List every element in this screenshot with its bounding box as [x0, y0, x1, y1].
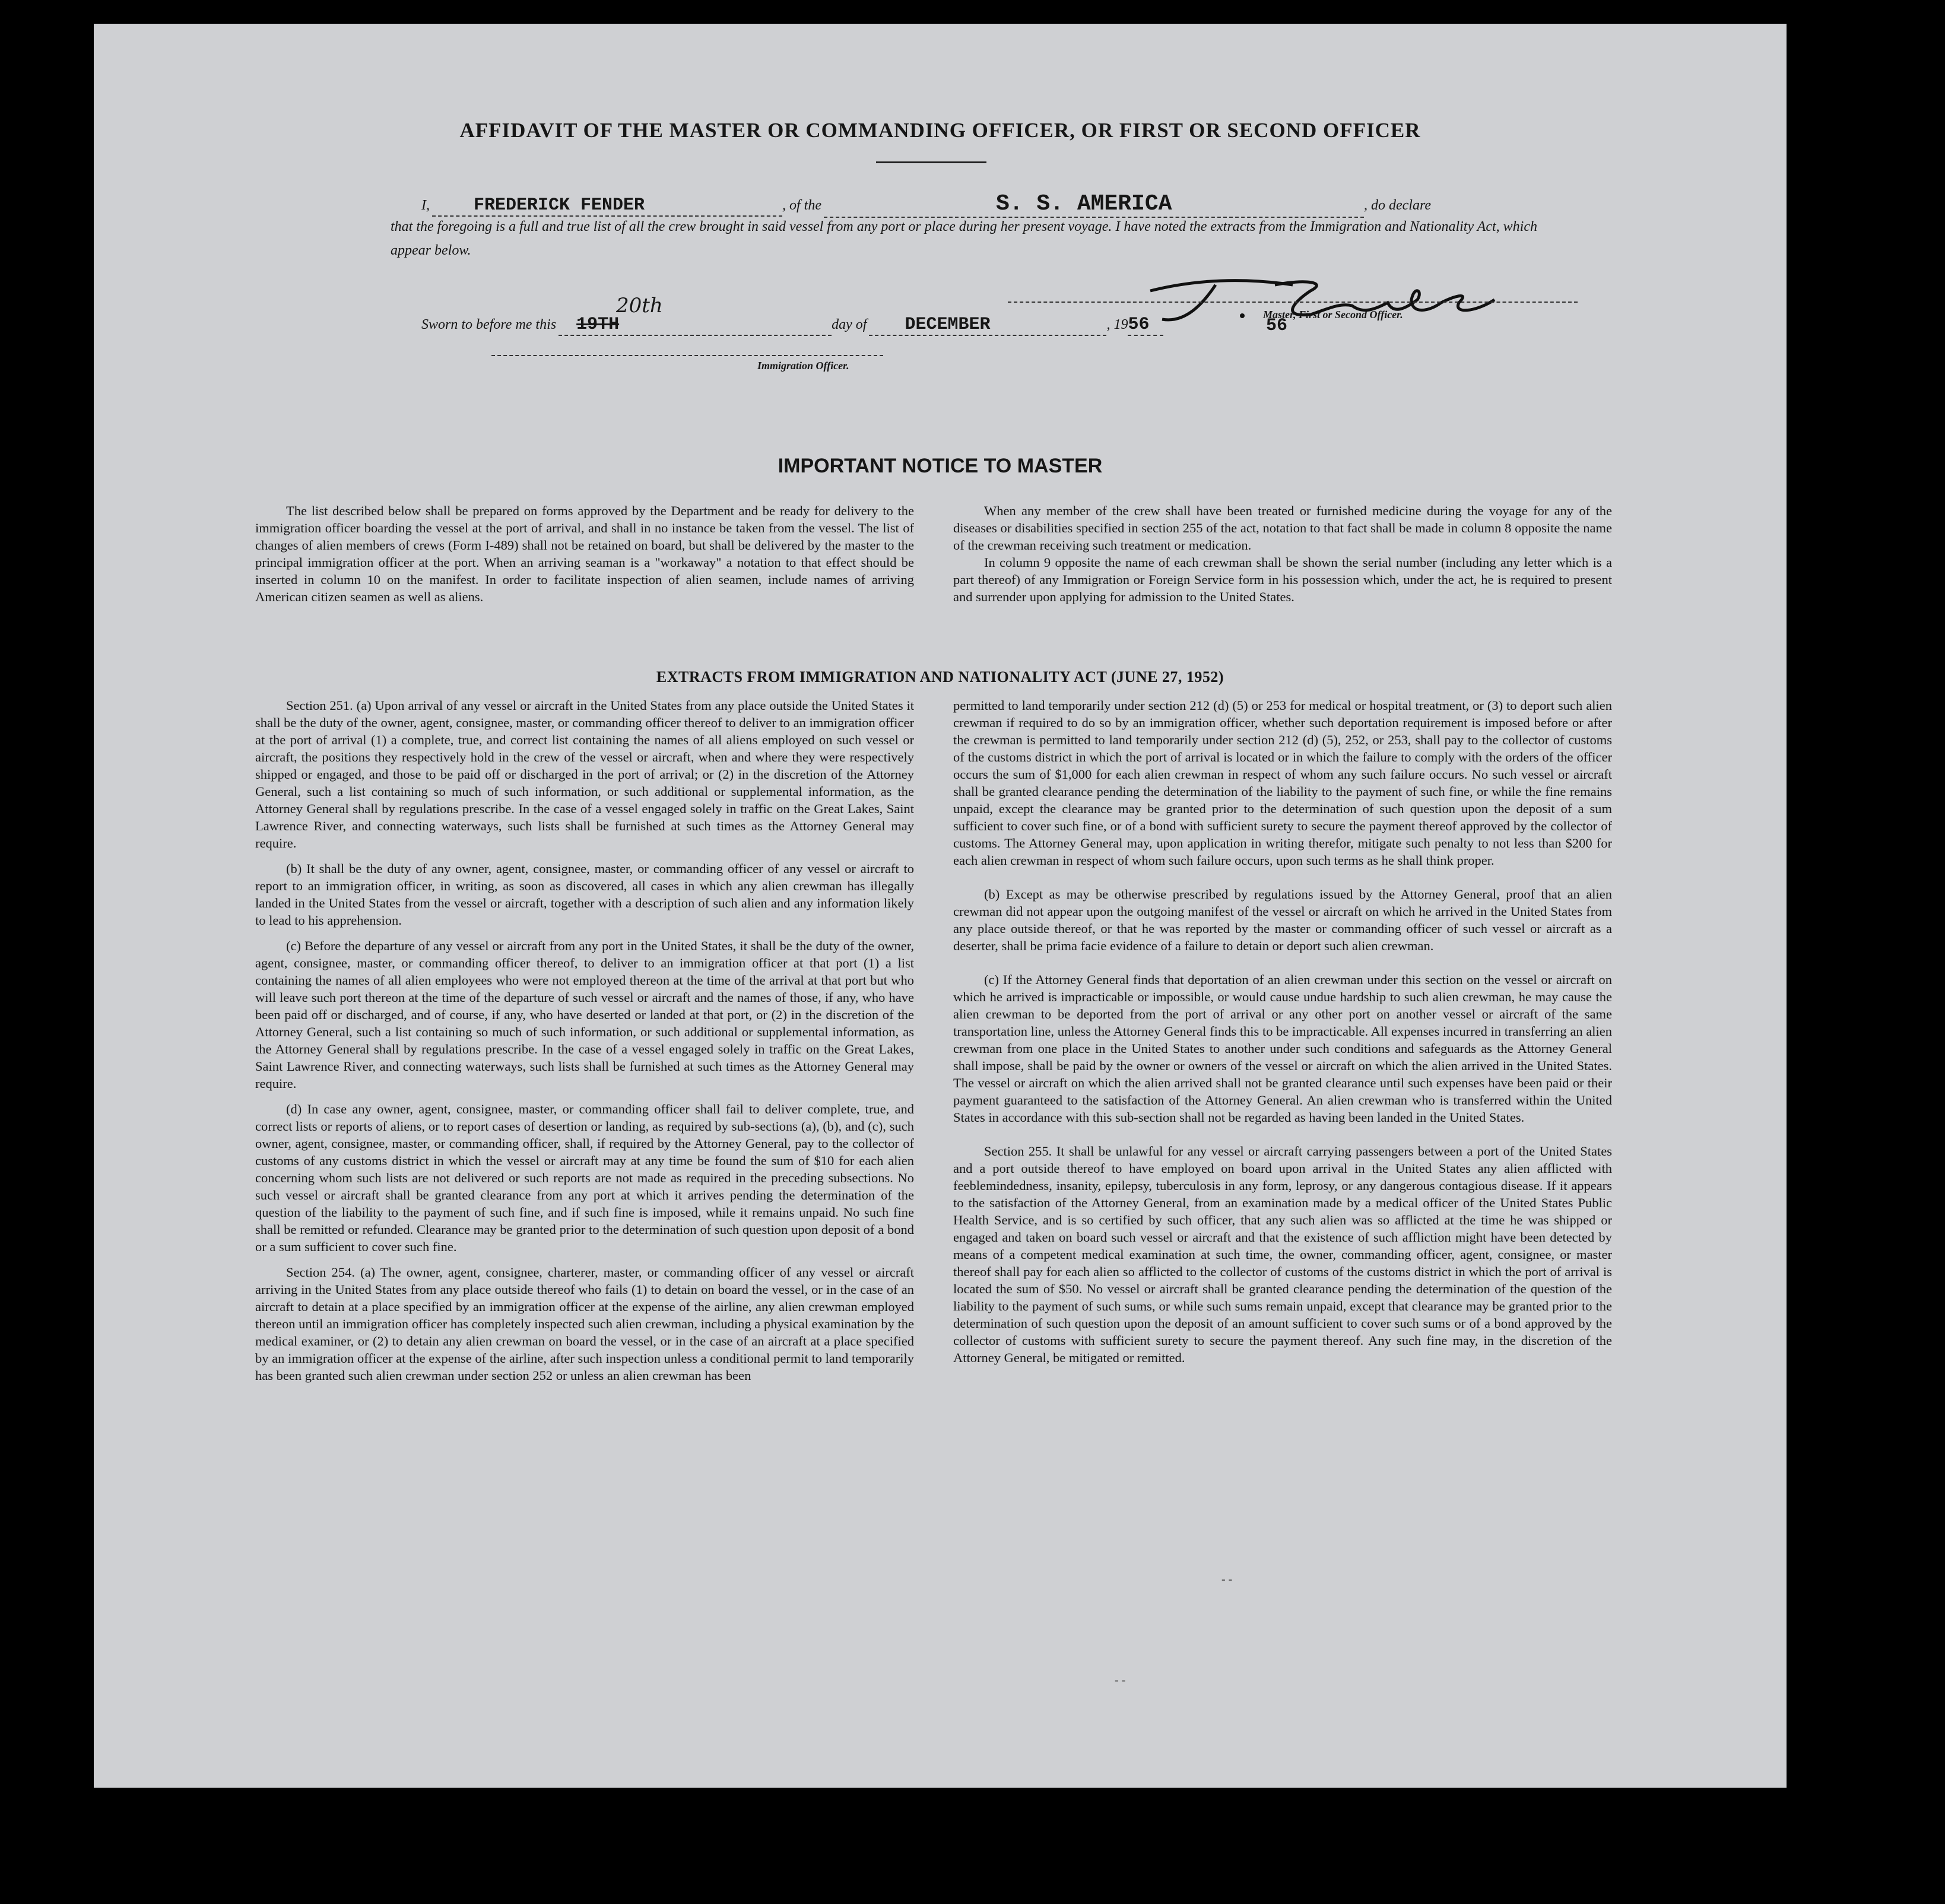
section-251c: (c) Before the departure of any vessel or aircraft from any port in the United States, it shall be the duty of the owner, agent, consignee, master, or commanding officer thereof, to deliver to an immigration officer at that port (1) a list containing the names of all alien employees who were not employed thereon at the time of the arrival at that port but who will leave such port thereon at the time of the departure of such vessel or aircraft and the names of those, if any, who have been paid off or discharged, and of course, if any, who have deserted or landed at that port, or (2) in the discretion of the Attorney General, such a list containing so much of such information, or such additional or supplemental information, as the Attorney General shall by regulations prescribe. In the case of a vessel engaged solely in traffic on the Great Lakes, Saint Lawrence River, and connecting waterways, such lists shall be furnished at such times as the Attorney General may require.	[255, 938, 914, 1091]
vessel-name: S. S. AMERICA	[996, 191, 1172, 217]
year-suffix: 56	[1128, 315, 1150, 335]
year-field[interactable]	[1128, 315, 1163, 336]
section-254a: Section 254. (a) The owner, agent, consignee, charterer, master, or commanding officer of any vessel or aircraft arriving in the United States from any place outside thereof who fails (1) to detain on board the vessel, or in the case of an aircraft to detain at a place specified by an immigration officer at the expense of the airline, any alien crewman employed thereon until an immigration officer has completely inspected such alien crewman, including a physical examination by the medical examiner, or (2) to detain any alien crewman on board the vessel, or in the case of an aircraft at a place specified by an immigration officer at the expense of the airline, after such inspection unless a conditional permit to land temporarily has been granted such alien crewman under section 252 or unless an alien crewman has been	[255, 1265, 914, 1383]
section-254c: (c) If the Attorney General finds that deportation of an alien crewman under this section on the vessel or aircraft on which he arrived is impracticable or impossible, or would cause undue hardship to such alien crewman, he may cause the alien crewman to be deported from the port of arrival or any other port on another vessel or aircraft of the same transportation line, unless the Attorney General finds this to be impracticable. All expenses incurred in transferring an alien crewman from one place in the United States to another under such conditions and safeguards as the Attorney General shall impose, shall be paid by the owner or owners of the vessel or aircraft on which the alien arrived in the United States. The vessel or aircraft on which the alien arrived shall not be granted clearance until such expenses have been paid or their payment guaranteed to the satisfaction of the Attorney General. An alien crewman who is transferred within the United States in accordance with this sub-section shall not be regarded as having been landed in the United States.	[953, 972, 1612, 1125]
master-name: FREDERICK FENDER	[474, 195, 645, 215]
section-251a: Section 251. (a) Upon arrival of any vessel or aircraft in the United States from any place outside the United States it shall be the duty of the owner, agent, consignee, master, or commanding officer thereof to deliver to an immigration officer at the port of arrival (1) a complete, true, and correct list containing the names of all aliens employed on such vessel or aircraft, the positions they respectively hold in the crew of the vessel or aircraft, when and where they were respectively shipped or engaged, and those to be paid off or discharged in the port of arrival; or (2) in the discretion of the Attorney General, such a list containing so much of such information, or such additional or supplemental information, as the Attorney General shall by regulations prescribe. In the case of a vessel engaged solely in traffic on the Great Lakes, Saint Lawrence River, and connecting waterways, such lists shall be furnished at such times as the Attorney General may require.	[255, 698, 914, 851]
day-of-label: day of	[832, 317, 867, 332]
sworn-day-handwritten: 20th	[616, 294, 663, 318]
month-field[interactable]	[869, 315, 1106, 336]
extracts-left-column	[255, 697, 914, 1392]
notice-right-text-2: In column 9 opposite the name of each crewman shall be shown the serial number (including any letter which is a part thereof) of any Immigration or Foreign Service form in his possession which, under the act, he is required to present and surrender upon applying for admission to the United States.	[953, 555, 1612, 604]
extracts-right-column	[953, 697, 1612, 1383]
extracts-title: EXTRACTS FROM IMMIGRATION AND NATIONALITY ACT (JUNE 27, 1952)	[656, 668, 1224, 686]
section-251b: (b) It shall be the duty of any owner, agent, consignee, master, or commanding officer of any vessel or aircraft to report to an immigration officer, in writing, as soon as discovered, all cases in which any alien crewman has illegally landed in the United States from the vessel or aircraft, together with a description of such alien and any information likely to lead to his apprehension.	[255, 861, 914, 928]
section-251d: (d) In case any owner, agent, consignee, master, or commanding officer shall fail to deliver complete, true, and correct lists or reports of aliens, or to report cases of desertion or landing, as required by sub-sections (a), (b), and (c), such owner, agent, consignee, master, or commanding officer, shall, if required by the Attorney General, pay to the collector of customs of any customs district in which the vessel or aircraft may at any time be found the sum of $10 for each alien concerning whom such lists are not delivered or such reports are not made as required in the preceding subsections. No such vessel or aircraft shall be granted clearance from any port at which it arrives pending the determination of the question of the liability to the payment of such fine, and if such fine is imposed, while it remains unpaid. No such fine shall be remitted or refunded. Clearance may be granted prior to the determination of such question upon deposit of a bond or a sum sufficient to cover such fine.	[255, 1102, 914, 1254]
notice-right-text-1: When any member of the crew shall have been treated or furnished medicine during the voyage for any of the diseases or disabilities specified in section 255 of the act, notation to that fact shall be made in column 8 opposite the name of the crewman receiving such treatment or medication.	[953, 503, 1612, 553]
section-254b: (b) Except as may be otherwise prescribed by regulations issued by the Attorney General, proof that an alien crewman did not appear upon the outgoing manifest of the vessel or aircraft on which he arrived in the United States from any place outside thereof, or that he was reported by the master or commanding officer of such vessel or aircraft as a deserter, shall be prima facie evidence of a failure to detain or deport such alien crewman.	[953, 887, 1612, 953]
name-field[interactable]	[432, 195, 782, 217]
signature-caption: Master, First or Second Officer.	[1263, 309, 1403, 320]
notice-left-text: The list described below shall be prepared on forms approved by the Department and be ready for delivery to the immigration officer boarding the vessel at the port of arrival, and shall in no instance be taken from the vessel. The list of changes of alien members of crews (Form I-489) shall not be retained on board, but shall be delivered by the master to the principal immigration officer at the port. When an arriving seaman is a "workaway" a notation to that effect should be inserted in column 10 on the manifest. In order to facilitate inspection of alien seamen, include names of arriving American citizen seamen as well as aliens.	[255, 503, 914, 604]
notice-right-column	[953, 502, 1612, 605]
immigration-officer-caption: Immigration Officer.	[757, 360, 849, 372]
immigration-officer-line[interactable]	[491, 355, 883, 356]
section-254a-continued: permitted to land temporarily under section 212 (d) (5) or 253 for medical or hospital treatment, or (3) to deport such alien crewman if required to do so by an immigration officer, whether such deportation requirement is imposed before or after the crewman is permitted to land temporarily under section 212 (d) (5), 252, or 253, shall pay to the collector of customs of the customs district in which the port of arrival is located or in which the failure to comply with the orders of the officer occurs the sum of $1,000 for each alien crewman in respect of whom any such failure occurs. No such vessel or aircraft shall be granted clearance pending the determination of the liability to the payment of such fine, or while the fine remains unpaid, except the clearance may be granted prior to the determination of such question upon the deposit of a sum sufficient to cover such fine, or of a bond with sufficient surety to secure the payment thereof approved by the collector of customs. The Attorney General may, upon application in writing therefor, mitigate such penalty to not less than $200 for each alien crewman in respect of whom such failure occurs, upon such terms as he shall think proper.	[953, 698, 1612, 868]
vessel-field[interactable]	[824, 191, 1364, 218]
affidavit-title: AFFIDAVIT OF THE MASTER OR COMMANDING OFFICER, OR FIRST OR SECOND OFFICER	[459, 119, 1421, 142]
scan-mark: - -	[1115, 1674, 1126, 1687]
year-written: 56	[1266, 316, 1288, 336]
declaration-text: that the foregoing is a full and true list of all the crew brought in said vessel from any port or place during her present voyage. I have noted the extracts from the Immigration and Nationality Act, which appear below.	[391, 219, 1537, 258]
of-the-label: , of the	[782, 198, 821, 213]
sworn-line	[421, 315, 1347, 336]
sworn-day-typed: 19TH	[576, 315, 620, 335]
document-page	[94, 24, 1787, 1788]
notice-left-column	[255, 502, 914, 614]
section-255: Section 255. It shall be unlawful for any vessel or aircraft carrying passengers between a port of the United States and a port outside thereof to have employed on board upon arrival in the United States any alien afflicted with feeblemindedness, insanity, epilepsy, tuberculosis in any form, leprosy, or any dangerous contagious disease. If it appears to the satisfaction of the Attorney General, from an examination made by a medical officer of the United States Public Health Service, and is so certified by such officer, that any such alien was so afflicted at the time he was shipped or engaged and taken on board such vessel or aircraft and that the existence of such affliction might have been detected by means of a competent medical examination at such time, the owner, commanding officer, agent, consignee, or master thereof shall pay for each alien so afflicted to the collector of customs of the customs district in which the port of arrival is located the sum of $50. No vessel or aircraft shall be granted clearance pending the determination of the question of the liability to the payment of such sums, or while such sums remain unpaid, except that clearance may be granted prior to the determination of such question upon the deposit of an amount sufficient to cover such sums or of a bond approved by the collector of customs with sufficient surety to secure the payment thereof. Any such fine may, in the discretion of the Attorney General, be mitigated or remitted.	[953, 1144, 1612, 1365]
signature-line	[1008, 302, 1578, 303]
title-rule	[876, 161, 986, 163]
year-prefix: , 19	[1106, 317, 1128, 332]
declaration-line	[421, 191, 1567, 218]
scan-mark: - -	[1221, 1573, 1233, 1586]
sworn-day-field[interactable]	[559, 315, 832, 336]
sworn-month: DECEMBER	[905, 315, 991, 335]
i-label: I,	[421, 198, 430, 213]
notice-title: IMPORTANT NOTICE TO MASTER	[778, 455, 1103, 477]
do-declare-label: , do declare	[1364, 198, 1432, 213]
sworn-label: Sworn to before me this	[421, 317, 557, 332]
